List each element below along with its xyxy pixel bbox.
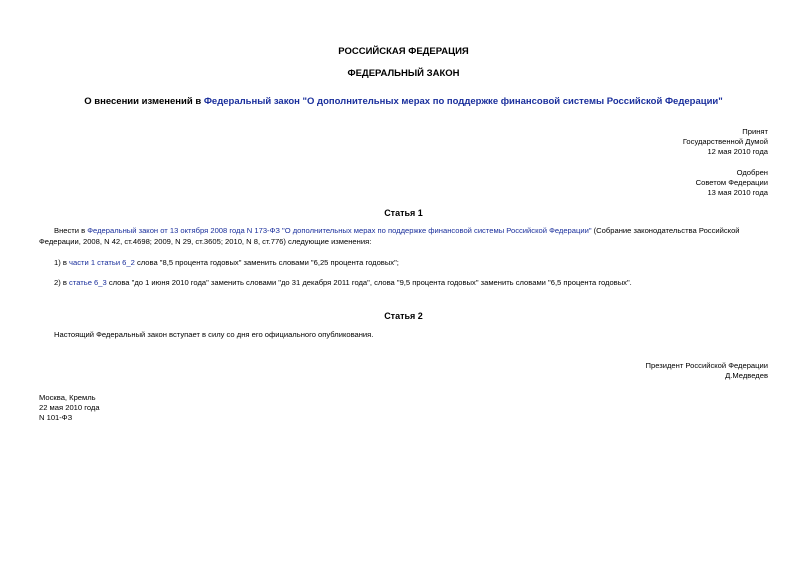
amended-law-link[interactable]: Федеральный закон "О дополнительных мерах по поддержке финансовой системы Российской Федерации" (203, 96, 723, 107)
approval-status: Одобрен (736, 168, 768, 177)
article-1-item-1 (54, 258, 770, 269)
signatory-position: Президент Российской Федерации (645, 361, 768, 370)
law-title-prefix: О внесении изменений в (84, 96, 204, 107)
item-2-prefix: 2) в (54, 278, 70, 287)
item-2-suffix: слова "до 1 июня 2010 года" заменить словами "до 31 декабря 2011 года", слова "9,5 процента годовых" заменить словами "6,5 процента годовых". (106, 278, 632, 287)
place-date-block (39, 393, 100, 424)
federal-law-173-link[interactable]: Федеральный закон от 13 октября 2008 года N 173-ФЗ "О дополнительных мерах по поддержке финансовой системы Российской Федерации" (87, 226, 592, 235)
signing-place: Москва, Кремль (39, 393, 96, 402)
article-2-text: Настоящий Федеральный закон вступает в силу со дня его официального опубликования. (54, 330, 374, 339)
part-1-article-6-2-link[interactable]: части 1 статьи 6_2 (69, 258, 135, 267)
article-1-item-2 (54, 278, 770, 289)
adoption-status: Принят (742, 127, 768, 136)
article-1-intro-suffix: (Собрание законодательства Российской Федерации, 2008, N 42, ст.4698; 2009, N 29, ст.3605; 2010, N 8, ст.776) следующие изменения: (39, 226, 740, 246)
article-1-intro (39, 226, 770, 247)
law-number: N 101-ФЗ (39, 413, 73, 423)
approval-block (696, 168, 768, 199)
adoption-date: 12 мая 2010 года (707, 147, 768, 157)
article-1-intro-prefix: Внести в (54, 226, 88, 235)
item-1-suffix: слова "8,5 процента годовых" заменить словами "6,25 процента годовых"; (134, 258, 399, 267)
approval-date: 13 мая 2010 года (707, 188, 768, 198)
document-type-heading: ФЕДЕРАЛЬНЫЙ ЗАКОН (347, 68, 460, 79)
article-1-heading: Статья 1 (384, 208, 423, 218)
signing-date: 22 мая 2010 года (39, 403, 100, 413)
signature-block (646, 361, 768, 381)
article-6-3-link[interactable]: статье 6_3 (69, 278, 107, 287)
adoption-block (683, 127, 768, 158)
item-1-prefix: 1) в (54, 258, 70, 267)
law-title (0, 96, 807, 107)
adoption-body: Государственной Думой (682, 137, 768, 147)
article-2-heading: Статья 2 (384, 311, 423, 321)
approval-body: Советом Федерации (695, 178, 768, 188)
country-heading: РОССИЙСКАЯ ФЕДЕРАЦИЯ (338, 46, 469, 57)
signatory-name: Д.Медведев (725, 371, 768, 381)
